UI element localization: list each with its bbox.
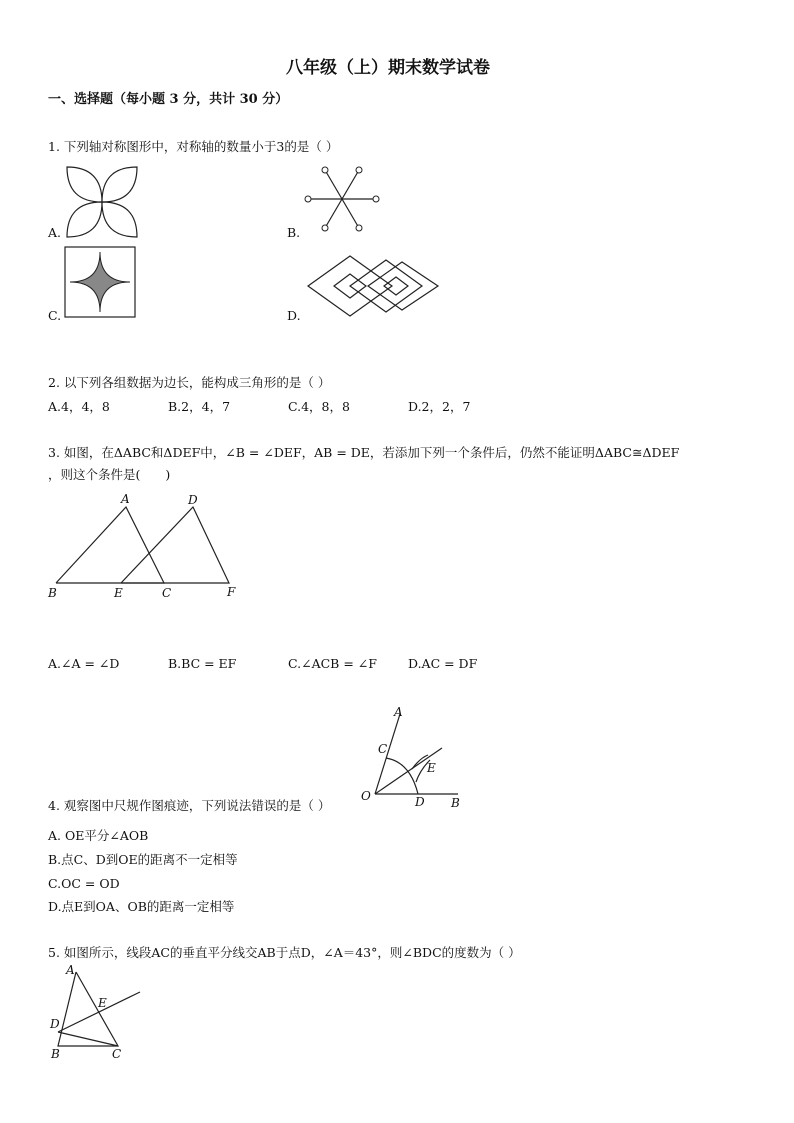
- q3-option-d: D.AC = DF: [408, 656, 478, 671]
- q2-option-a: A.4，4，8: [48, 399, 110, 414]
- q3-stem-line2: ，则这个条件是( ): [48, 467, 171, 482]
- q5-label-d: D: [50, 1017, 60, 1031]
- q4-label-a: A: [394, 705, 403, 719]
- q3-label-d: D: [188, 493, 198, 507]
- q3-figure: [46, 490, 246, 600]
- q3-option-a: A.∠A = ∠D: [48, 656, 120, 671]
- q4-option-a: A. OE平分∠AOB: [48, 828, 149, 843]
- q4-label-d: D: [415, 795, 425, 809]
- q5-label-b: B: [51, 1047, 60, 1061]
- q4-stem: 4. 观察图中尺规作图痕迹，下列说法错误的是（ ）: [48, 798, 331, 813]
- q5-figure: [46, 962, 156, 1062]
- q4-option-d: D.点E到OA、OB的距离一定相等: [48, 899, 235, 914]
- q1-option-a-label: A.: [48, 225, 62, 240]
- q3-label-c: C: [162, 586, 172, 600]
- page-title: 八年级（上）期末数学试卷: [286, 58, 490, 78]
- q1-figure-c: [64, 246, 136, 318]
- q5-label-a: A: [66, 963, 75, 977]
- q4-label-o: O: [361, 789, 371, 803]
- q2-option-c: C.4，8，8: [288, 399, 350, 414]
- q4-label-c: C: [378, 742, 388, 756]
- q3-label-a: A: [121, 492, 130, 506]
- q4-option-c: C.OC = OD: [48, 876, 120, 891]
- q3-label-f: F: [227, 585, 236, 599]
- q1-figure-b: [302, 160, 382, 240]
- q3-label-e: E: [114, 586, 123, 600]
- section-heading: 一、选择题（每小题 3 分，共计 30 分）: [48, 92, 289, 107]
- q1-stem: 1. 下列轴对称图形中，对称轴的数量小于3的是（ ）: [48, 139, 339, 154]
- q1-option-b-label: B.: [287, 225, 301, 240]
- q4-label-b: B: [451, 796, 460, 810]
- q1-option-c-label: C.: [48, 308, 62, 323]
- q3-stem-line1: 3. 如图，在ΔABC和ΔDEF中，∠B = ∠DEF，AB = DE，若添加下列一个条件后，仍然不能证明ΔABC≅ΔDEF: [48, 445, 680, 460]
- q2-option-d: D.2，2，7: [408, 399, 471, 414]
- q2-stem: 2. 以下列各组数据为边长，能构成三角形的是（ ）: [48, 375, 331, 390]
- q4-figure: [358, 702, 468, 812]
- q1-figure-a: [62, 162, 142, 242]
- q1-figure-d: [304, 254, 444, 320]
- q1-option-d-label: D.: [287, 308, 301, 323]
- q3-option-c: C.∠ACB = ∠F: [288, 656, 377, 671]
- q3-option-b: B.BC = EF: [168, 656, 237, 671]
- q4-option-b: B.点C、D到OE的距离不一定相等: [48, 852, 238, 867]
- q3-label-b: B: [48, 586, 57, 600]
- q5-stem: 5. 如图所示，线段AC的垂直平分线交AB于点D，∠A＝43°，则∠BDC的度数为（ ）: [48, 945, 521, 960]
- q5-label-e: E: [98, 996, 107, 1010]
- q4-label-e: E: [427, 761, 436, 775]
- q2-option-b: B.2，4，7: [168, 399, 231, 414]
- q5-label-c: C: [112, 1047, 122, 1061]
